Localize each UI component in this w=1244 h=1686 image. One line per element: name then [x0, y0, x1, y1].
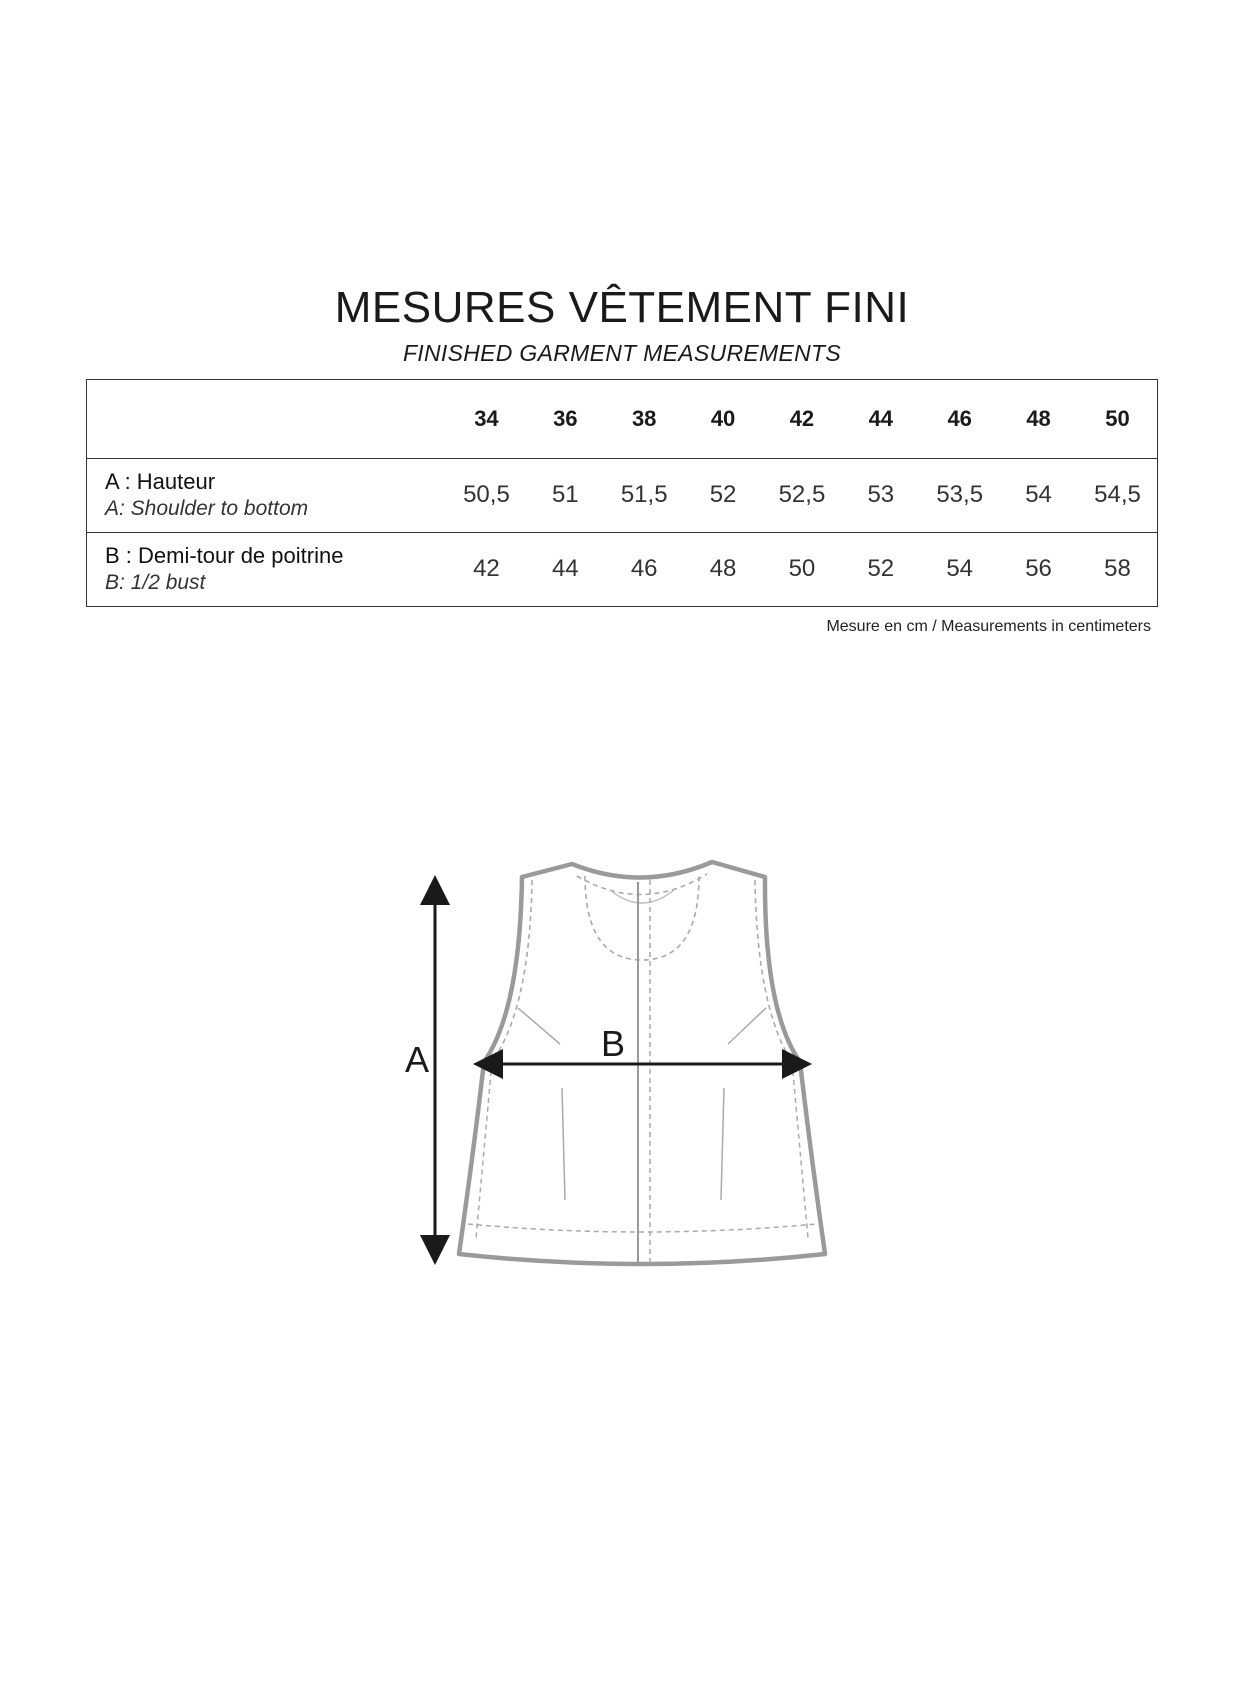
size-header: 34	[474, 405, 499, 431]
row-label-en: B: 1/2 bust	[105, 571, 206, 595]
table-cell: 42	[473, 555, 500, 583]
table-row	[87, 458, 1157, 532]
table-cell: 48	[709, 555, 737, 583]
size-header: 46	[947, 405, 972, 431]
row-label-en: A: Shoulder to bottom	[105, 497, 309, 520]
size-header: 40	[710, 405, 736, 431]
page-subtitle: FINISHED GARMENT MEASUREMENTS	[402, 340, 842, 366]
size-header: 50	[1105, 405, 1130, 431]
size-header: 36	[553, 405, 578, 431]
table-cell: 58	[1104, 555, 1131, 583]
size-header: 44	[868, 405, 894, 431]
table-cell: 54	[946, 555, 974, 583]
table-cell: 53	[867, 481, 895, 508]
table-cell: 46	[630, 555, 658, 583]
table-cell: 52	[867, 555, 895, 583]
table-cell: 44	[551, 555, 579, 583]
size-header: 38	[631, 405, 657, 431]
table-cell: 52,5	[778, 481, 826, 508]
table-header-row	[87, 380, 1157, 458]
row-label-fr: B : Demi-tour de poitrine	[105, 543, 344, 569]
measurements-table	[86, 379, 1158, 607]
table-cell: 52	[709, 481, 737, 508]
table-cell: 50,5	[463, 481, 510, 508]
unit-note: Mesure en cm / Measurements in centimeters	[826, 618, 1151, 635]
size-header: 42	[789, 405, 815, 431]
row-label-fr: A : Hauteur	[105, 469, 216, 494]
table-cell: 56	[1025, 555, 1052, 583]
table-row	[87, 532, 1157, 606]
table-cell: 51,5	[620, 481, 668, 508]
size-header: 48	[1026, 405, 1051, 431]
table-cell: 53,5	[936, 481, 984, 508]
table-cell: 51	[551, 481, 579, 508]
garment-diagram	[380, 850, 860, 1290]
label-b: B	[600, 1023, 626, 1064]
page-title: MESURES VÊTEMENT FINI	[334, 283, 910, 332]
row-label	[87, 532, 447, 606]
row-label	[87, 458, 447, 532]
table-cell: 54	[1025, 481, 1052, 508]
table-cell: 54,5	[1094, 481, 1141, 508]
header-empty-cell	[87, 380, 447, 458]
table-cell: 50	[788, 555, 816, 583]
label-a: A	[404, 1039, 430, 1080]
